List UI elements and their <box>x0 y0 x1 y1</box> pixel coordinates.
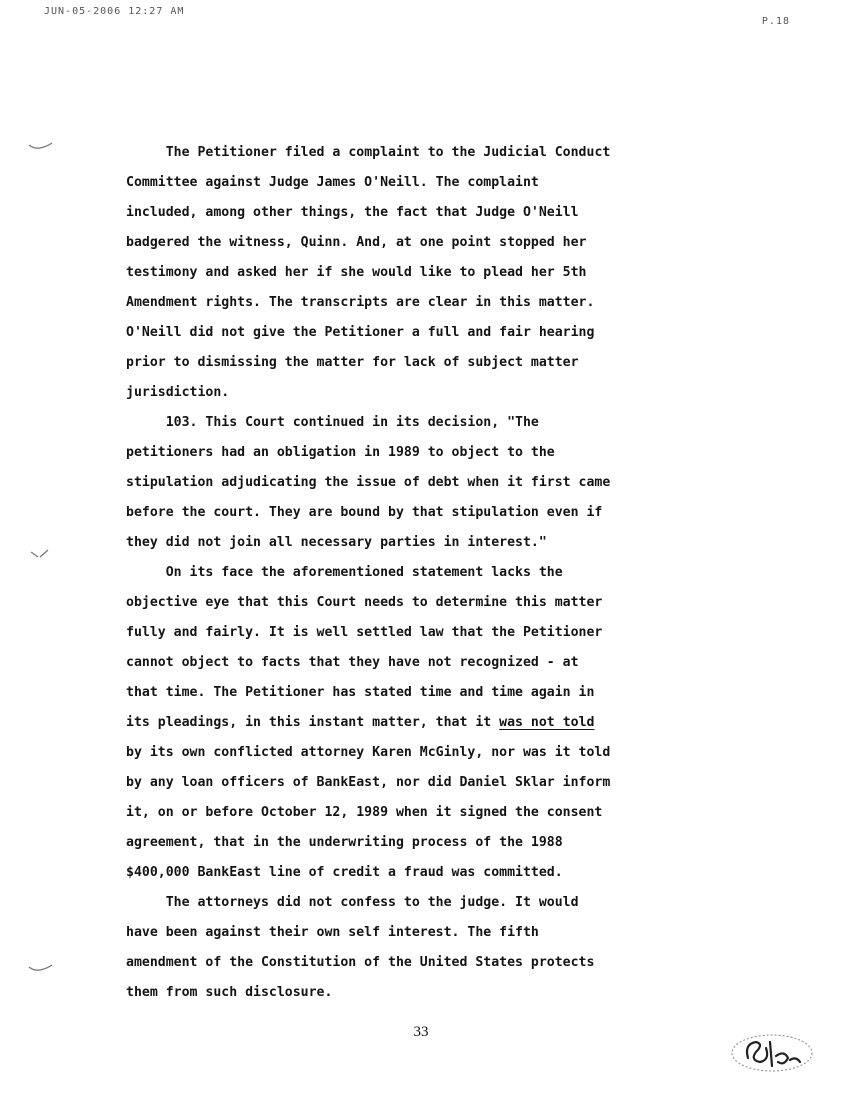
text-line: by any loan officers of BankEast, nor did Daniel Sklar inform <box>126 775 611 790</box>
text-line: The Petitioner filed a complaint to the Judicial Conduct <box>126 145 611 160</box>
text-line: that time. The Petitioner has stated time and time again in <box>126 685 595 700</box>
fax-page-number: P.18 <box>761 16 790 27</box>
text-line: included, among other things, the fact that Judge O'Neill <box>126 205 579 220</box>
paragraph-4 <box>126 888 726 1008</box>
text-line: badgered the witness, Quinn. And, at one point stopped her <box>126 235 587 250</box>
text-line: Committee against Judge James O'Neill. The complaint <box>126 175 539 190</box>
paragraph-2 <box>126 408 726 558</box>
text-line: have been against their own self interest. The fifth <box>126 925 539 940</box>
text-line: them from such disclosure. <box>126 985 333 1000</box>
margin-tick-mark <box>26 548 56 560</box>
text-line: stipulation adjudicating the issue of debt when it first came <box>126 475 611 490</box>
page-number: 33 <box>413 1024 429 1040</box>
document-body <box>126 108 726 1008</box>
paragraph-3 <box>126 558 726 888</box>
text-line: before the court. They are bound by that stipulation even if <box>126 505 603 520</box>
margin-tick-mark <box>26 140 56 152</box>
text-line: fully and fairly. It is well settled law that the Petitioner <box>126 625 603 640</box>
text-line: objective eye that this Court needs to determine this matter <box>126 595 603 610</box>
text-line: they did not join all necessary parties in interest." <box>126 535 547 550</box>
text-line: Amendment rights. The transcripts are clear in this matter. <box>126 295 595 310</box>
text-line: jurisdiction. <box>126 385 230 400</box>
text-line: $400,000 BankEast line of credit a fraud was committed. <box>126 865 563 880</box>
text-line: prior to dismissing the matter for lack of subject matter <box>126 355 579 370</box>
text-line: On its face the aforementioned statement lacks the <box>126 565 563 580</box>
text-line: cannot object to facts that they have not recognized - at <box>126 655 579 670</box>
margin-tick-mark <box>26 962 56 974</box>
text-line: O'Neill did not give the Petitioner a full and fair hearing <box>126 325 595 340</box>
text-line: petitioners had an obligation in 1989 to object to the <box>126 445 555 460</box>
fax-header: JUN-05-2006 12:27 AM <box>44 6 185 17</box>
text-line: agreement, that in the underwriting process of the 1988 <box>126 835 563 850</box>
text-line: amendment of the Constitution of the United States protects <box>126 955 595 970</box>
text-line: it, on or before October 12, 1989 when it signed the consent <box>126 805 603 820</box>
handwritten-page-stamp <box>726 1030 816 1076</box>
paragraph-1 <box>126 108 726 408</box>
text-line: testimony and asked her if she would like to plead her 5th <box>126 265 587 280</box>
text-line: The attorneys did not confess to the judge. It would <box>126 895 579 910</box>
text-line: by its own conflicted attorney Karen McGinly, nor was it told <box>126 745 611 760</box>
text-line: 103. This Court continued in its decision, "The <box>126 415 539 430</box>
underlined-phrase: was not told <box>499 715 595 730</box>
text-line: its pleadings, in this instant matter, that it <box>126 715 500 730</box>
